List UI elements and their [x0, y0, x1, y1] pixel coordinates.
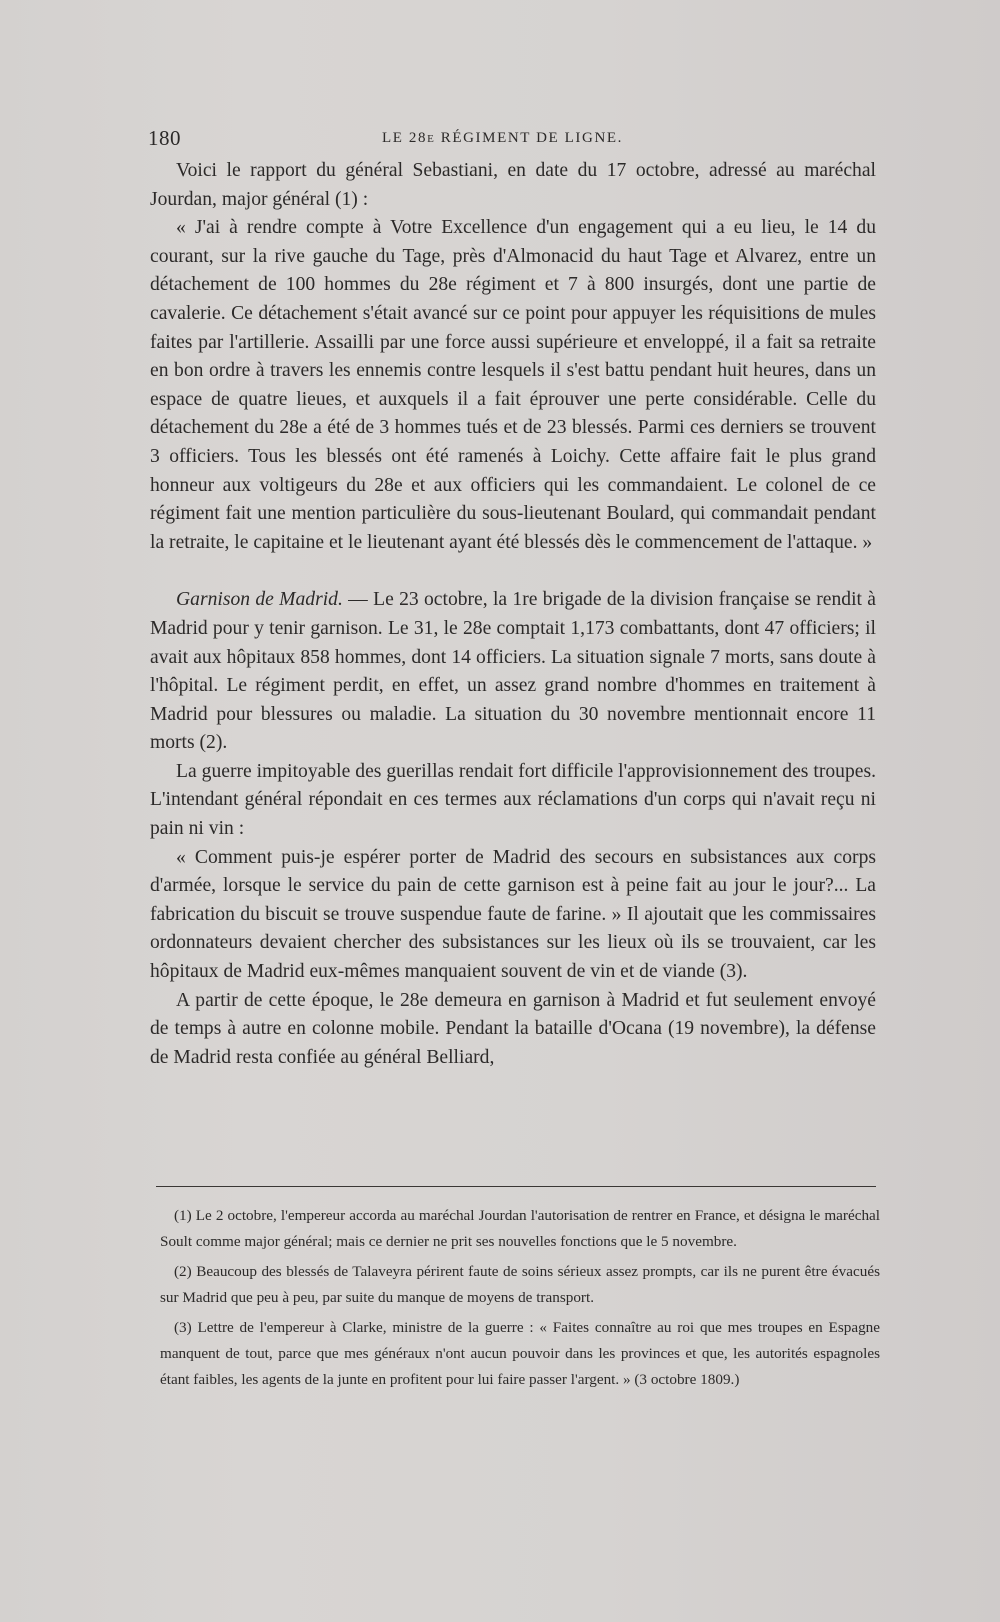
footnote-1: (1) Le 2 octobre, l'empereur accorda au maréchal Jourdan l'autorisation de rentrer en France, et désigna le maréchal Soult comme major général; mais ce dernier ne prit ses nouvelles fonctions que le 5 novembre.: [160, 1207, 880, 1250]
section-text: — Le 23 octobre, la 1re brigade de la division française se rendit à Madrid pour y tenir garnison. Le 31, le 28e comptait 1,173 combattants, dont 47 officiers; il avait aux hôpitaux 858 hommes, dont 14 officiers. La situation signale 7 morts, sans doute à l'hôpital. Le régiment perdit, en effet, un assez grand nombre d'hommes en traitement à Madrid pour blessures ou maladie. La situation du 30 novembre mentionnait encore 11 morts (2).: [150, 589, 876, 754]
page-header: [148, 126, 888, 156]
footnotes: [160, 1203, 880, 1397]
footnote-2: (2) Beaucoup des blessés de Talaveyra périrent faute de soins sérieux assez prompts, car ils ne purent être évacués sur Madrid que peu à peu, par suite du manque de moyens de transport.: [160, 1263, 880, 1306]
paragraph: La guerre impitoyable des guerillas rendait fort difficile l'approvisionnement des troupes. L'intendant général répondait en ces termes aux réclamations d'un corps qui n'avait reçu ni pain ni vin :: [150, 760, 876, 840]
running-title: LE 28e RÉGIMENT DE LIGNE.: [382, 130, 623, 146]
paragraph: « J'ai à rendre compte à Votre Excellence d'un engagement qui a eu lieu, le 14 du courant, sur la rive gauche du Tage, près d'Almonacid du haut Tage et Alvarez, entre un détachement de 100 hommes du 28e régiment et 7 à 800 insurgés, dont une partie de cavalerie. Ce détachement s'était avancé sur ce point pour appuyer les réquisitions de mules faites par l'artillerie. Assailli par une force aussi supérieure et enveloppé, il a fait sa retraite en bon ordre à travers les ennemis contre lesquels il s'est battu pendant huit heures, dans un espace de quatre lieues, et auxquels il a fait éprouver une perte considérable. Celle du détachement du 28e a été de 3 hommes tués et de 23 blessés. Parmi ces derniers se trouvent 3 officiers. Tous les blessés ont été ramenés à Loichy. Cette affaire fait le plus grand honneur aux voltigeurs du 28e et aux officiers qui les commandaient. Le colonel de ce régiment fait une mention particulière du sous-lieutenant Boulard, qui commandait pendant la retraite, le capitaine et le lieutenant ayant été blessés dès le commencement de l'attaque. »: [150, 217, 876, 553]
page-number: 180: [148, 126, 181, 150]
paragraph: A partir de cette époque, le 28e demeura en garnison à Madrid et fut seulement envoyé de temps à autre en colonne mobile. Pendant la bataille d'Ocana (19 novembre), la défense de Madrid resta confiée au général Belliard,: [150, 989, 876, 1068]
footnote-3: (3) Lettre de l'empereur à Clarke, ministre de la guerre : « Faites connaître au roi que mes troupes en Espagne manquent de tout, parce que mes généraux n'ont aucun pouvoir dans les provinces et que, les autorités espagnoles étant faibles, les agents de la junte en profitent pour lui faire passer l'argent. » (3 octobre 1809.): [160, 1319, 880, 1388]
paragraph: Voici le rapport du général Sebastiani, en date du 17 octobre, adressé au maréchal Jourdan, major général (1) :: [150, 160, 876, 210]
section-paragraph: [150, 586, 876, 758]
main-text: [150, 157, 876, 1072]
paragraph: « Comment puis-je espérer porter de Madrid des secours en subsistances aux corps d'armée, lorsque le service du pain de cette garnison est à peine fait au jour le jour?... La fabrication du biscuit se trouve suspendue faute de farine. » Il ajoutait que les commissaires ordonnateurs devaient chercher des subsistances sur les lieux où ils se trouvaient, car les hôpitaux de Madrid eux-mêmes manquaient souvent de vin et de viande (3).: [150, 846, 876, 983]
footnote-divider: [156, 1186, 876, 1187]
section-title: Garnison de Madrid.: [176, 589, 343, 611]
